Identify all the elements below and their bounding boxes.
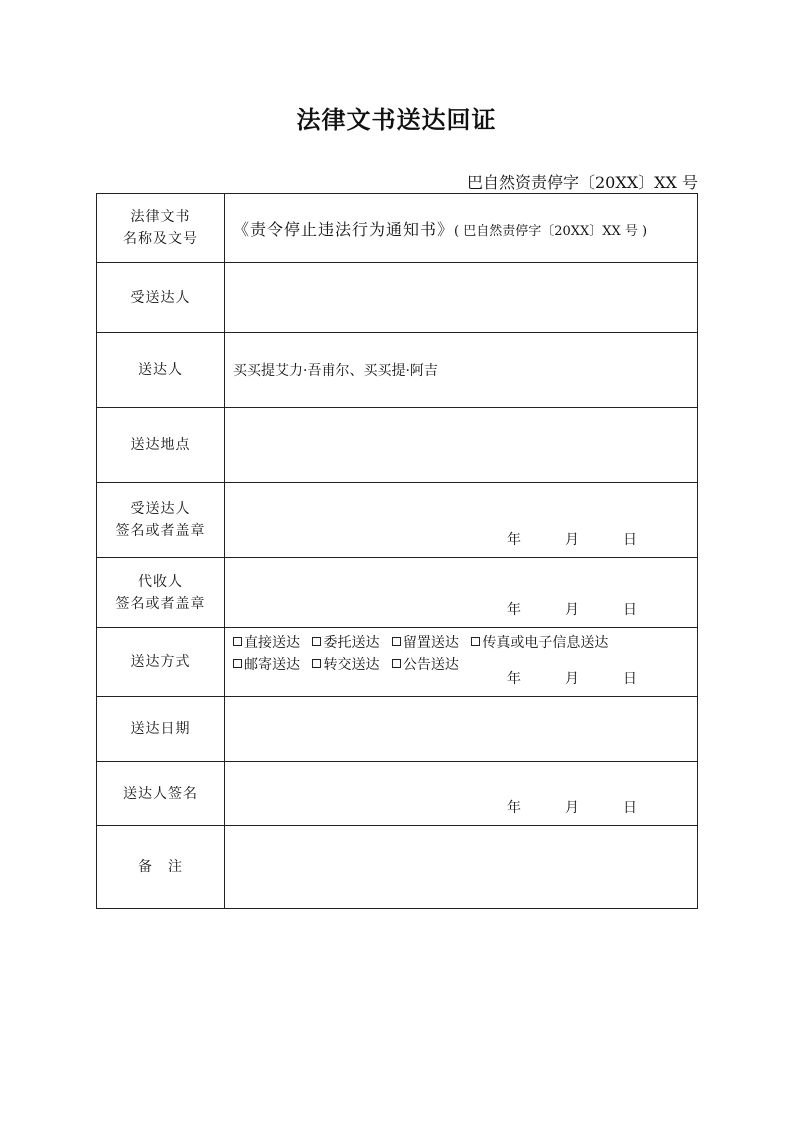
date-line: [485, 797, 659, 817]
document-number: 巴自然资责停字〔20XX〕XX 号: [466, 173, 698, 192]
value-document: [225, 194, 698, 263]
row-server-sign: [97, 762, 698, 826]
label-recipient-sign: [97, 483, 225, 558]
value-server: 买买提艾力·吾甫尔、买买提·阿吉: [225, 333, 698, 408]
month-label: 月: [565, 671, 579, 687]
value-date[interactable]: [225, 697, 698, 762]
value-recipient-sign[interactable]: [225, 483, 698, 558]
value-method: [225, 628, 698, 697]
day-label: 日: [623, 532, 637, 548]
day-label: 日: [623, 671, 637, 687]
row-remarks: [97, 826, 698, 909]
value-server-sign[interactable]: [225, 762, 698, 826]
label-method: 送达方式: [97, 628, 225, 697]
label-server-sign: 送达人签名: [97, 762, 225, 826]
document-ref: ( 巴自然责停字〔20XX〕XX 号 ): [454, 223, 648, 239]
date-line: [485, 668, 659, 688]
option-entrusted[interactable]: 委托送达: [312, 635, 379, 651]
label-place: 送达地点: [97, 408, 225, 483]
date-line: [485, 599, 659, 619]
checkbox-icon: [392, 637, 401, 646]
row-place: [97, 408, 698, 483]
checkbox-icon: [233, 637, 242, 646]
label-document-line1: 法律文书: [130, 209, 191, 225]
row-method: [97, 628, 698, 697]
label-document-line2: 名称及文号: [123, 231, 198, 247]
month-label: 月: [565, 532, 579, 548]
option-mail[interactable]: 邮寄送达: [233, 657, 300, 673]
document-title: 《责令停止违法行为通知书》: [233, 219, 455, 239]
page-title: 法律文书送达回证: [296, 106, 497, 134]
method-options-row1: [233, 632, 616, 654]
option-direct[interactable]: 直接送达: [233, 635, 300, 651]
month-label: 月: [565, 800, 579, 816]
year-label: 年: [507, 532, 521, 548]
value-recipient[interactable]: [225, 263, 698, 333]
option-public-notice[interactable]: 公告送达: [392, 657, 459, 673]
label-recipient-sign-line2: 签名或者盖章: [115, 523, 206, 539]
option-transfer[interactable]: 转交送达: [312, 657, 379, 673]
label-agent-sign: [97, 558, 225, 628]
checkbox-icon: [312, 637, 321, 646]
option-fax-electronic[interactable]: 传真或电子信息送达: [471, 635, 608, 651]
checkbox-icon: [312, 659, 321, 668]
day-label: 日: [623, 602, 637, 618]
label-agent-sign-line2: 签名或者盖章: [115, 595, 206, 612]
row-server: [97, 333, 698, 408]
value-agent-sign[interactable]: [225, 558, 698, 628]
day-label: 日: [623, 800, 637, 816]
year-label: 年: [507, 602, 521, 618]
row-document: [97, 194, 698, 263]
date-line: [485, 529, 659, 549]
checkbox-icon: [471, 637, 480, 646]
label-server: 送达人: [97, 333, 225, 408]
option-lodged[interactable]: 留置送达: [392, 635, 459, 651]
checkbox-icon: [392, 659, 401, 668]
label-recipient-sign-line1: 受送达人: [130, 501, 191, 517]
checkbox-icon: [233, 659, 242, 668]
label-agent-sign-line1: 代收人: [138, 573, 183, 590]
label-date: 送达日期: [97, 697, 225, 762]
row-recipient: [97, 263, 698, 333]
value-remarks[interactable]: [225, 826, 698, 909]
label-remarks: 备 注: [97, 826, 225, 909]
row-recipient-sign: [97, 483, 698, 558]
row-date: [97, 697, 698, 762]
year-label: 年: [507, 671, 521, 687]
label-document: [97, 194, 225, 263]
year-label: 年: [507, 800, 521, 816]
label-recipient: 受送达人: [97, 263, 225, 333]
service-receipt-table: [96, 193, 698, 909]
month-label: 月: [565, 602, 579, 618]
row-agent-sign: [97, 558, 698, 628]
value-place[interactable]: [225, 408, 698, 483]
